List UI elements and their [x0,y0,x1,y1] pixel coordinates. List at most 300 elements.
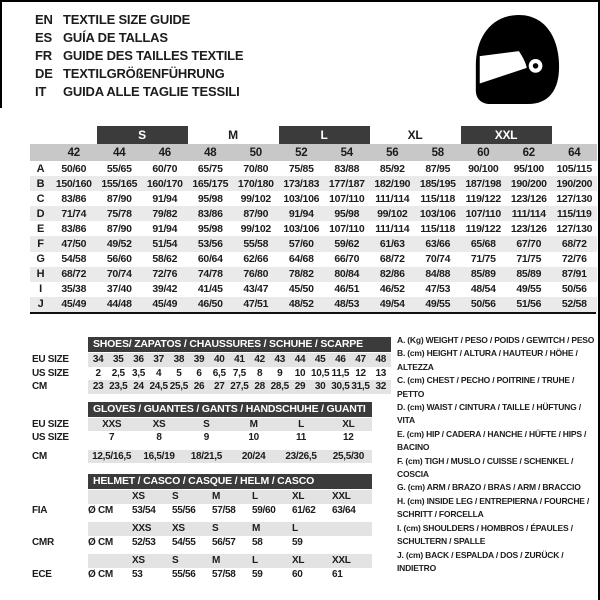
table-cell: 45 [310,353,330,367]
size-band-m: M [228,128,238,142]
table-cell: 74/78 [188,267,234,282]
table-cell: L [292,522,332,536]
table-cell: 8 [256,367,263,379]
table-cell: 25,5/30 [325,450,372,464]
size-band-s: S [97,126,188,144]
legend-item: D. (cm) WAIST / CINTURA / TAILLE / HÜFTUNG / VITA [397,402,581,426]
table-row [30,221,597,236]
table-cell: 190/200 [506,176,552,191]
table-cell: 37/40 [106,283,132,296]
table-cell: 83/88 [334,162,360,175]
table-cell: L [252,490,292,504]
table-cell: 111/114 [506,206,552,221]
table-cell: 55/56 [172,504,196,516]
table-cell: 2,5 [111,367,125,379]
table-cell: 50 [233,144,279,161]
table-cell: 44 [97,144,143,161]
table-cell: 84/88 [415,267,461,282]
table-cell: XS [132,490,172,504]
legend-item: J. (cm) BACK / ESPALDA / DOS / ZURÜCK / INDIETRO [397,549,564,573]
table-cell: 39 [189,353,209,367]
language-code: FR [35,48,52,63]
language-title-row [35,65,243,83]
table-cell: 5 [176,367,182,379]
table-cell: 55/56 [172,568,196,580]
table-cell: 72/76 [561,253,587,266]
table-cell: 45/49 [142,297,188,312]
table-cell: 39/42 [152,283,178,296]
table-cell: 26 [189,380,209,394]
table-cell: 111/114 [375,192,410,205]
language-title-text: GUIDA ALLE TAGLIE TESSILI [63,84,240,99]
table-cell: 50/60 [61,162,87,175]
table-cell: 173/183 [279,176,325,191]
table-cell: 87/90 [106,192,132,205]
table-cell: 24 [128,380,148,394]
table-cell: 36 [128,353,148,367]
table-cell: 95/98 [324,206,370,221]
table-cell: XL [292,554,332,568]
table-row [30,161,597,176]
table-cell: 12,5/16,5 [88,450,135,464]
table-cell: 61/62 [292,504,316,516]
table-cell: Ø CM [88,568,113,580]
legend-item: H. (cm) INSIDE LEG / ENTREPIERNA / FOURCHE / SCHRITT / FORCELLA [397,495,590,520]
table-cell: 63/66 [415,236,461,251]
table-row [30,490,372,504]
gloves-size-table [30,418,372,464]
table-cell: D [30,206,51,221]
table-cell: 170/180 [233,176,279,191]
table-row [30,536,372,550]
table-cell: 76/80 [233,267,279,282]
table-cell: 115/119 [552,206,598,221]
table-cell: 103/106 [283,192,320,205]
table-cell: 13 [375,367,387,379]
table-cell: 68/72 [379,253,405,266]
table-cell: 7 [109,432,115,444]
table-cell: M [230,418,277,432]
table-row [30,353,391,367]
legend-item: I. (cm) SHOULDERS / HOMBROS / ÉPAULES / SCHULTERN / SPALLE [397,522,573,547]
table-cell: 95/100 [513,162,544,175]
table-cell: 59 [252,568,263,580]
table-cell: 127/130 [556,192,593,205]
table-cell: 54 [324,144,370,161]
table-cell: 34 [88,353,108,367]
table-cell: 24,5 [149,381,168,393]
table-cell: 55/65 [106,162,132,175]
table-cell [88,490,132,504]
table-cell: 52/58 [552,297,598,312]
table-cell: 28 [250,380,270,394]
table-cell: 91/94 [152,222,178,235]
table-cell: 182/190 [370,176,416,191]
legend-item: E. (cm) HIP / CADERA / HANCHE / HÜFTE / HIPS / BACINO [397,428,587,453]
table-cell: 49/54 [370,297,416,312]
table-cell: 29 [290,380,310,394]
table-cell: 71/75 [470,253,496,266]
table-cell [30,490,88,504]
size-band-empty [552,126,598,144]
table-cell: 71/74 [51,206,97,221]
language-code: IT [35,84,47,99]
table-cell: 25,5 [169,381,188,393]
table-cell: 85/92 [379,162,405,175]
table-cell: 65/75 [197,162,223,175]
table-cell: 85/89 [506,267,552,282]
table-cell: F [30,236,51,251]
table-cell: 119/122 [465,222,501,235]
table-cell: 59/62 [324,236,370,251]
table-cell: 11,5 [331,367,350,379]
table-cell: 47/53 [425,283,451,296]
table-cell: 190/200 [552,176,598,191]
table-cell: 177/187 [324,176,370,191]
table-cell: 80/84 [324,267,370,282]
table-cell: 7,5 [232,367,246,379]
table-cell: 70/74 [425,253,451,266]
table-cell: H [30,267,51,282]
table-cell: 107/110 [329,192,365,205]
table-row [30,418,372,432]
apparel-size-table [30,126,597,312]
table-cell: 38 [169,353,189,367]
table-cell: 107/110 [461,206,507,221]
table-cell: 27,5 [230,381,249,393]
table-cell: 82/86 [370,267,416,282]
table-cell: 56/57 [212,536,236,548]
table-cell: 35 [108,353,128,367]
table-cell: 115/118 [420,192,456,205]
table-cell: 111/114 [375,222,410,235]
table-cell: I [39,283,42,296]
table-cell: 57/58 [212,568,236,580]
table-cell: Ø CM [88,504,113,516]
table-cell: 18/21,5 [183,450,230,464]
table-cell: FIA [32,504,48,516]
table-cell: 60 [292,568,303,580]
language-code: EN [35,12,53,27]
table-cell: 30,5 [331,381,350,393]
table-cell: S [183,418,230,432]
table-row [30,554,372,568]
table-cell: M [212,490,252,504]
table-cell: 48/54 [470,283,496,296]
table-cell: 165/175 [188,176,234,191]
table-row [30,367,391,381]
frame-border-left [0,0,2,108]
table-row [30,431,372,445]
table-cell: 127/130 [556,222,593,235]
table-cell: 91/94 [279,206,325,221]
table-cell: 119/122 [465,192,501,205]
table-cell: 42 [250,353,270,367]
table-cell: 52 [279,144,325,161]
table-cell: 10,5 [311,367,330,379]
table-cell: 49/55 [415,297,461,312]
table-cell: 30 [310,380,330,394]
table-cell: 37 [149,353,169,367]
table-cell: 35/38 [61,283,87,296]
table-cell: 50/56 [561,283,587,296]
table-cell: 70/80 [243,162,269,175]
measurement-legend [397,334,596,575]
table-cell: 23,5 [109,381,128,393]
shoes-table-title: SHOES/ ZAPATOS / CHAUSSURES / SCHUHE / SCARPE [88,337,391,352]
table-cell: 32 [371,380,391,394]
table-cell [30,554,88,568]
legend-item: B. (cm) HEIGHT / ALTURA / HAUTEUR / HÖHE / ALTEZZA [397,348,578,372]
table-cell: XS [172,522,212,536]
table-cell: 9 [203,432,209,444]
table-cell: 64 [552,144,598,161]
table-cell [88,522,132,536]
table-cell: 75/85 [288,162,314,175]
table-cell: 28,5 [270,381,289,393]
table-cell: 83/86 [61,222,87,235]
table-cell: 123/126 [510,222,547,235]
table-cell: 67/70 [506,236,552,251]
table-cell: 54/55 [172,536,196,548]
size-band-l: L [279,126,370,144]
table-cell: XS [135,418,182,432]
table-cell: 10 [248,432,259,444]
table-cell: 12 [355,367,366,379]
table-cell: 46/51 [334,283,360,296]
table-cell: 43/47 [243,283,269,296]
table-cell: E [36,222,45,235]
table-cell: 105/115 [556,162,592,175]
table-cell [30,522,88,536]
table-cell: 87/95 [425,162,451,175]
table-cell: 103/106 [415,206,461,221]
table-cell: 59 [292,536,303,548]
table-cell: Ø CM [88,536,113,548]
table-cell: A [36,162,45,175]
table-cell: 65/68 [461,236,507,251]
table-cell: 11 [295,432,306,444]
table-cell: L [277,418,324,432]
table-cell: 27 [209,380,229,394]
table-cell: 41/45 [197,283,223,296]
language-title-text: GUIDE DES TAILLES TEXTILE [63,48,244,63]
table-row [30,267,597,282]
table-cell: 61/63 [370,236,416,251]
table-cell: 61 [332,568,343,580]
table-cell: 91/94 [152,192,178,205]
table-cell: 70/74 [97,267,143,282]
language-code: ES [35,30,52,45]
table-cell: EU SIZE [32,418,69,430]
table-cell: CM [32,381,47,393]
helmet-size-table-wrap [30,474,393,581]
racing-helmet-icon [464,12,566,106]
table-cell: 47/50 [51,236,97,251]
gloves-size-table-wrap [30,402,393,464]
table-row [30,522,372,536]
table-cell: 87/90 [106,222,132,235]
table-cell: 99/102 [240,222,271,235]
table-cell: 20/24 [230,450,277,464]
table-cell: XXS [88,418,135,432]
table-cell: 123/126 [510,192,547,205]
section-divider-line [30,312,596,314]
table-cell: 95/98 [197,222,223,235]
table-cell: 85/89 [461,267,507,282]
table-row [30,504,372,518]
table-cell: 57/58 [212,504,236,516]
table-cell: XXL [332,490,372,504]
table-cell: 41 [229,353,249,367]
table-cell: 56/60 [106,253,132,266]
table-cell: G [36,253,45,266]
lower-tables [30,337,393,581]
table-cell: XS [132,554,172,568]
table-row [30,450,372,464]
table-cell: 48/53 [324,297,370,312]
table-cell: 185/195 [415,176,461,191]
table-cell: 79/82 [142,206,188,221]
table-cell: 62/66 [243,253,269,266]
table-cell: 78/82 [279,267,325,282]
language-title-row [35,83,243,101]
table-cell: US SIZE [32,367,69,379]
table-cell: 56 [370,144,416,161]
table-cell: 72/76 [142,267,188,282]
table-cell: CM [32,450,47,462]
shoes-size-table-wrap [30,337,393,394]
table-row [30,144,597,161]
table-cell: 68/72 [51,267,97,282]
table-cell: 95/98 [197,192,223,205]
table-cell: 60/64 [197,253,223,266]
table-cell: 50/56 [461,297,507,312]
table-cell: 51/56 [506,297,552,312]
table-cell: 48 [188,144,234,161]
table-cell: 115/118 [420,222,456,235]
language-title-row [35,29,243,47]
table-cell: 40 [209,353,229,367]
table-cell: 48 [371,353,391,367]
table-cell: M [212,554,252,568]
table-cell: B [30,176,51,191]
table-row [30,380,391,394]
table-cell: 55/58 [233,236,279,251]
table-row [30,176,597,191]
table-cell: S [172,554,212,568]
table-row [30,282,597,297]
table-cell: 53/54 [132,504,156,516]
table-cell: 23 [88,380,108,394]
legend-item: F. (cm) TIGH / MUSLO / CUISSE / SCHENKEL / COSCIA [397,455,574,480]
table-cell: 53 [132,568,143,580]
table-cell: 87/90 [233,206,279,221]
table-cell: 48/52 [279,297,325,312]
table-cell: 54/58 [61,253,87,266]
frame-border-top [0,0,600,2]
table-cell: 8 [156,432,162,444]
table-cell: ECE [32,568,52,580]
table-cell: 47/51 [233,297,279,312]
table-cell: 71/75 [516,253,542,266]
table-cell: 44/48 [97,297,143,312]
table-cell: 46/52 [379,283,405,296]
legend-item: A. (Kg) WEIGHT / PESO / POIDS / GEWITCH / PESO [397,335,595,345]
table-cell: 42 [51,144,97,161]
table-cell: 52/53 [132,536,156,548]
table-cell: 63/64 [332,504,356,516]
table-cell: 87/91 [552,267,598,282]
table-cell: 2 [95,367,101,379]
table-cell: 99/102 [240,192,271,205]
table-cell: 6,5 [212,367,226,379]
table-cell: 160/170 [142,176,188,191]
table-cell: 68/72 [552,236,598,251]
table-cell: 45/50 [288,283,314,296]
table-cell: S [172,490,212,504]
table-cell: 59/60 [252,504,276,516]
table-cell: 75/78 [97,206,143,221]
language-title-text: GUÍA DE TALLAS [63,30,168,45]
table-cell: 10 [294,367,306,379]
table-cell: 12 [343,432,354,444]
table-cell: L [252,554,292,568]
table-cell: 58 [252,536,263,548]
language-title-row [35,47,243,65]
table-cell: 58 [415,144,461,161]
table-row [30,568,372,582]
size-band-xxl: XXL [461,126,552,144]
table-cell: 62 [506,144,552,161]
table-cell: 83/86 [61,192,87,205]
language-title-row [35,11,243,29]
table-cell: XL [325,418,372,432]
size-band-xl: XL [407,128,423,142]
table-cell: 44 [290,353,310,367]
table-row [30,236,597,251]
table-cell: 90/100 [468,162,499,175]
table-cell: 23/26,5 [277,450,324,464]
table-cell [30,144,51,161]
table-cell: 16,5/19 [135,450,182,464]
table-cell: XXL [332,554,372,568]
table-cell: 58/62 [152,253,178,266]
table-cell: 107/110 [329,222,365,235]
table-cell: 150/160 [51,176,97,191]
table-cell: 49/52 [97,236,143,251]
table-cell: 51/54 [142,236,188,251]
language-title-text: TEXTILGRÖßENFÜHRUNG [63,66,225,81]
table-cell: S [212,522,252,536]
table-cell: EU SIZE [32,354,69,366]
shoes-size-table [30,353,391,394]
table-cell [332,536,372,550]
title-language-block [35,11,243,101]
table-cell: 9 [277,367,283,379]
table-cell: M [252,522,292,536]
table-cell: 103/106 [283,222,320,235]
table-cell: XXS [132,522,172,536]
table-cell: 155/165 [97,176,143,191]
helmet-size-table [30,490,372,581]
table-row [30,191,597,206]
table-cell: 3,5 [131,367,145,379]
table-cell [88,554,132,568]
language-title-text: TEXTILE SIZE GUIDE [63,12,191,27]
table-cell: 49/55 [516,283,542,296]
table-cell: 47 [350,353,370,367]
